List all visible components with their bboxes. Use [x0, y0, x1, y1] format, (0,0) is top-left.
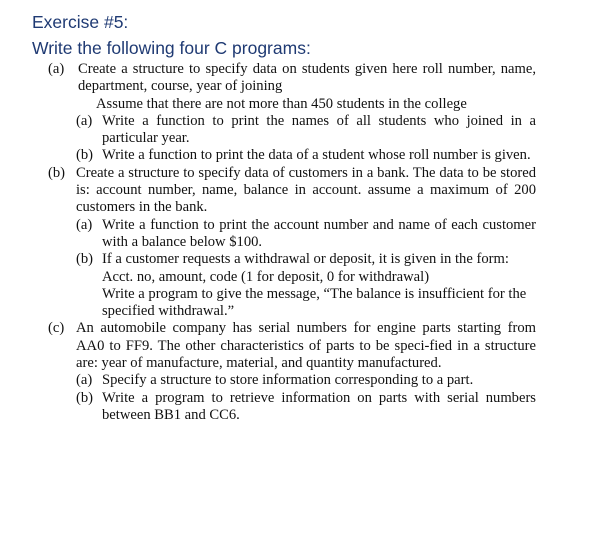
part-a-note: Assume that there are not more than 450 students in the college — [96, 95, 467, 112]
part-c-sub-b — [76, 390, 536, 425]
exercise-instructions: Write the following four C programs: — [32, 38, 311, 58]
part-b-sub-a — [76, 217, 536, 252]
part-a-sub-b-marker: (b) — [76, 147, 94, 164]
part-b-text: Create a structure to specify data of customers in a bank. The data to be stored is: account number, name, balance in account. assume a maximum of 200 customers in the bank. — [76, 164, 536, 216]
part-a-text: Create a structure to specify data on students given here roll number, name, department, course, year of joining — [78, 61, 536, 95]
part-a-sub-b-text: Write a function to print the data of a student whose roll number is given. — [102, 147, 531, 164]
exercise-body — [0, 61, 602, 424]
part-c-text: An automobile company has serial numbers for engine parts starting from AA0 to FF9. The other characteristics of parts to be speci-fied in a structure are: year of manufacture, material, and quantity manufactured. — [76, 320, 536, 372]
part-b-sub-b-text: If a customer requests a withdrawal or deposit, it is given in the form: — [102, 251, 509, 268]
part-c-sub-a-marker: (a) — [76, 372, 93, 389]
part-b-sub-a-text: Write a function to print the account number and name of each customer with a balance below $100. — [102, 216, 536, 250]
exercise-title: Exercise #5: — [32, 12, 129, 32]
part-b-sub-b — [76, 251, 536, 320]
part-c-marker: (c) — [48, 320, 65, 337]
part-b-marker: (b) — [48, 164, 66, 181]
part-a-sub-a-marker: (a) — [76, 112, 93, 129]
part-c-sub-b-marker: (b) — [76, 389, 94, 406]
part-a-sub-a — [76, 113, 536, 148]
part-b-sub-b-message: Write a program to give the message, “The balance is insufficient for the specified withdrawal.” — [102, 285, 527, 320]
part-b-sub-b-marker: (b) — [76, 251, 94, 268]
part-b — [48, 164, 536, 217]
part-c-sub-a-text: Specify a structure to store information corresponding to a part. — [102, 372, 474, 389]
part-a — [48, 61, 536, 113]
part-c-sub-a — [76, 372, 536, 389]
part-b-sub-b-input-format: Acct. no, amount, code (1 for deposit, 0 for withdrawal) — [102, 268, 430, 285]
part-c-sub-b-text: Write a program to retrieve information on parts with serial numbers between BB1 and CC6. — [102, 389, 536, 423]
part-a-sub-a-text: Write a function to print the names of all students who joined in a particular year. — [102, 112, 536, 147]
part-b-sub-a-marker: (a) — [76, 216, 93, 233]
part-c — [48, 320, 536, 372]
part-a-sub-b — [76, 147, 536, 164]
part-a-marker: (a) — [48, 61, 65, 77]
